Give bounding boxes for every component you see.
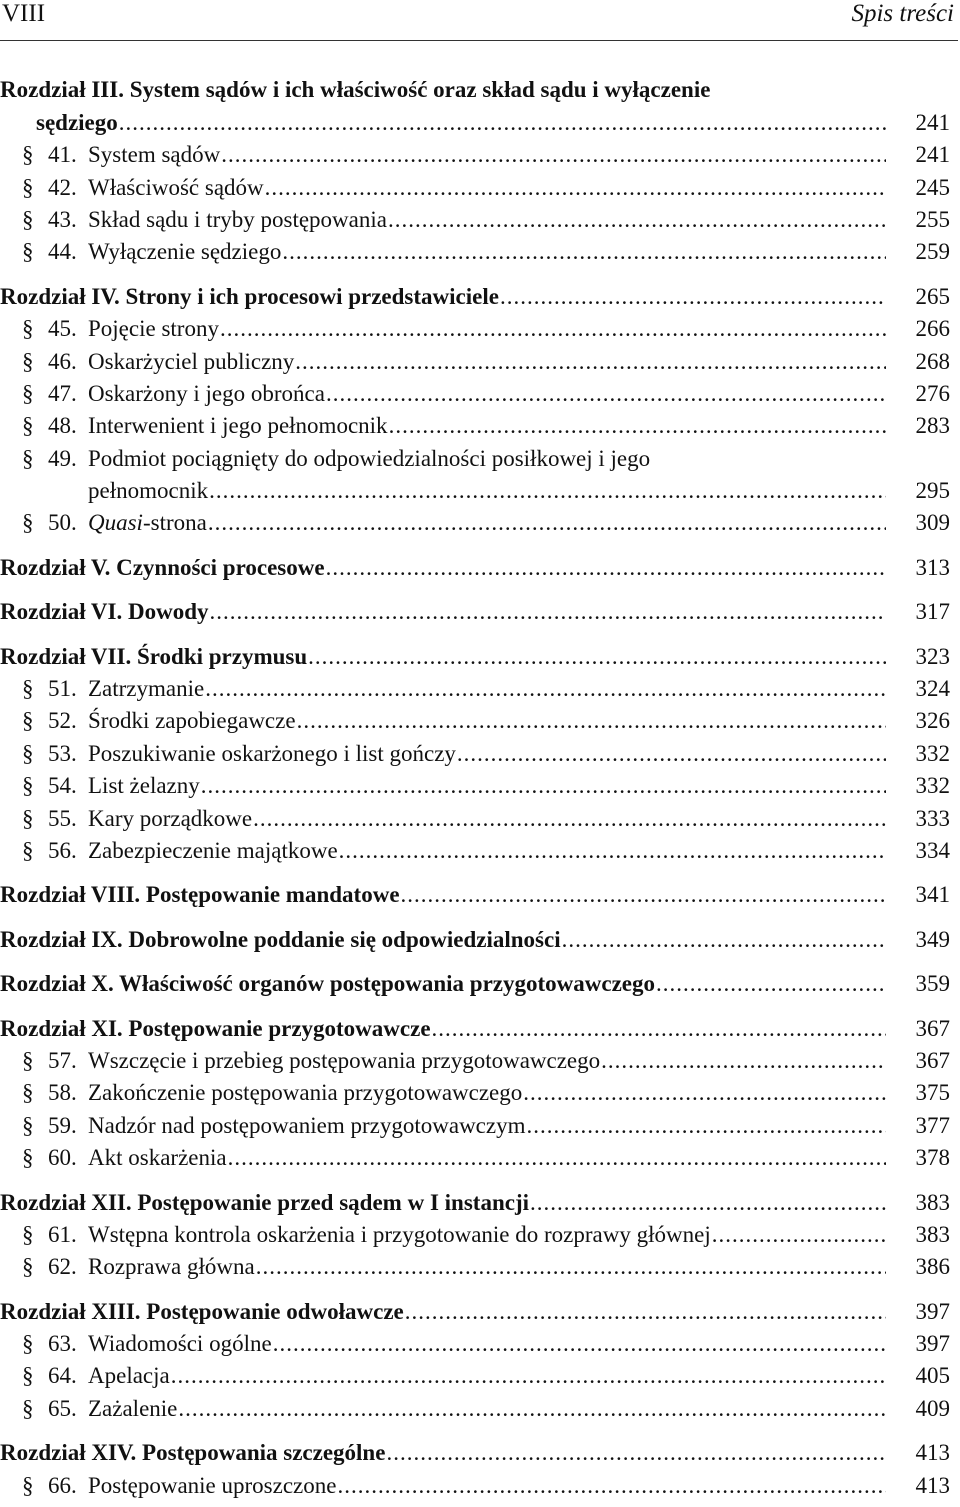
- section-symbol: §: [22, 1395, 34, 1421]
- page-number: 295: [915, 478, 950, 504]
- entry-title: Postępowanie uproszczone: [88, 1472, 337, 1498]
- section-symbol: §: [22, 1331, 34, 1357]
- toc-chapter-entry[interactable]: [0, 106, 950, 138]
- page-number: 241: [915, 109, 950, 135]
- page-number: 334: [915, 837, 950, 863]
- section-number: 47.: [48, 380, 77, 406]
- entry-title: Quasi-strona: [88, 510, 207, 536]
- section-symbol: §: [22, 1221, 34, 1247]
- dot-leader: [228, 1142, 886, 1174]
- entry-title: Rozdział IX. Dobrowolne poddanie się odpowiedzialności: [0, 926, 561, 952]
- toc-section-entry[interactable]: [0, 835, 950, 867]
- dot-leader: [201, 770, 886, 802]
- dot-leader: [208, 507, 886, 539]
- dot-leader: [308, 641, 886, 673]
- page-number: 326: [915, 708, 950, 734]
- entry-title: Zabezpieczenie majątkowe: [88, 837, 338, 863]
- entry-title: Rozdział XI. Postępowanie przygotowawcze: [0, 1015, 431, 1041]
- entry-title: Wszczęcie i przebieg postępowania przygotowawczego: [88, 1047, 601, 1073]
- page-number: 397: [915, 1298, 950, 1324]
- toc-section-entry[interactable]: [0, 1328, 950, 1360]
- section-number: 43.: [48, 206, 77, 232]
- section-number: 62.: [48, 1254, 77, 1280]
- dot-leader: [178, 1393, 886, 1425]
- section-symbol: §: [22, 348, 34, 374]
- page-header: [0, 0, 958, 41]
- section-number: 66.: [48, 1472, 77, 1498]
- toc-section-entry[interactable]: [0, 236, 950, 268]
- dot-leader: [220, 313, 886, 345]
- section-symbol: §: [22, 510, 34, 536]
- toc-chapter-entry[interactable]: [0, 1295, 950, 1327]
- section-number: 45.: [48, 316, 77, 342]
- section-number: 58.: [48, 1080, 77, 1106]
- entry-title: List żelazny: [88, 773, 200, 799]
- section-symbol: §: [22, 676, 34, 702]
- page-number: 245: [915, 174, 950, 200]
- section-symbol: §: [22, 1145, 34, 1171]
- page-number: 283: [915, 413, 950, 439]
- page-number: 333: [915, 805, 950, 831]
- dot-leader: [457, 738, 886, 770]
- toc-section-entry[interactable]: [0, 705, 950, 737]
- dot-leader: [221, 139, 886, 171]
- toc-section-entry[interactable]: [0, 1392, 950, 1424]
- toc-chapter-entry[interactable]: [0, 1012, 950, 1044]
- section-number: 59.: [48, 1112, 77, 1138]
- page-number: 397: [915, 1331, 950, 1357]
- entry-title: Wyłączenie sędziego: [88, 239, 282, 265]
- toc-chapter-entry[interactable]: [0, 640, 950, 672]
- section-symbol: §: [22, 445, 34, 471]
- toc-section-entry[interactable]: [0, 345, 950, 377]
- page-number-roman: VIII: [2, 0, 46, 27]
- section-symbol: §: [22, 316, 34, 342]
- section-number: 64.: [48, 1363, 77, 1389]
- entry-title: pełnomocnik: [88, 478, 209, 504]
- toc-section-entry[interactable]: [0, 378, 950, 410]
- dot-leader: [326, 552, 886, 584]
- entry-title: Zażalenie: [88, 1395, 178, 1421]
- section-symbol: §: [22, 1472, 34, 1498]
- page-number: 367: [915, 1047, 950, 1073]
- dot-leader: [500, 281, 886, 313]
- entry-title: Rozdział X. Właściwość organów postępowania przygotowawczego: [0, 971, 656, 997]
- dot-leader: [386, 1437, 886, 1469]
- page-number: 341: [915, 882, 950, 908]
- dot-leader: [265, 172, 886, 204]
- page-number: 367: [915, 1015, 950, 1041]
- entry-title: Rozdział VIII. Postępowanie mandatowe: [0, 882, 400, 908]
- entry-title: Rozdział VII. Środki przymusu: [0, 643, 308, 669]
- section-number: 56.: [48, 837, 77, 863]
- toc-section-entry[interactable]: [0, 1109, 950, 1141]
- entry-title: Rozdział XII. Postępowanie przed sądem w I instancji: [0, 1189, 529, 1215]
- dot-leader: [297, 705, 886, 737]
- page-number: 255: [915, 206, 950, 232]
- entry-title: Skład sądu i tryby postępowania: [88, 206, 387, 232]
- section-symbol: §: [22, 708, 34, 734]
- section-number: 51.: [48, 676, 77, 702]
- section-symbol: §: [22, 1112, 34, 1138]
- section-number: 63.: [48, 1331, 77, 1357]
- entry-title: Pojęcie strony: [88, 316, 219, 342]
- dot-leader: [337, 1470, 886, 1502]
- section-number: 55.: [48, 805, 77, 831]
- section-symbol: §: [22, 380, 34, 406]
- section-number: 61.: [48, 1221, 77, 1247]
- section-number: 60.: [48, 1145, 77, 1171]
- toc-chapter-entry[interactable]: [0, 74, 950, 106]
- page-number: 241: [915, 142, 950, 168]
- page-number: 413: [915, 1472, 950, 1498]
- toc-section-entry[interactable]: [0, 139, 950, 171]
- page-number: 405: [915, 1363, 950, 1389]
- dot-leader: [295, 346, 886, 378]
- toc-chapter-entry[interactable]: [0, 923, 950, 955]
- dot-leader: [256, 1251, 886, 1283]
- section-number: 54.: [48, 773, 77, 799]
- dot-leader: [432, 1013, 886, 1045]
- toc-section-entry[interactable]: [0, 313, 950, 345]
- page-number: 266: [915, 316, 950, 342]
- entry-title: Poszukiwanie oskarżonego i list gończy: [88, 740, 456, 766]
- page-number: 375: [915, 1080, 950, 1106]
- entry-title: Oskarżyciel publiczny: [88, 348, 295, 374]
- dot-leader: [205, 673, 886, 705]
- toc-section-entry[interactable]: [0, 802, 950, 834]
- page-number: 378: [915, 1145, 950, 1171]
- page-number: 309: [915, 510, 950, 536]
- entry-title: Rozdział XIII. Postępowanie odwoławcze: [0, 1298, 404, 1324]
- entry-title: Podmiot pociągnięty do odpowiedzialności posiłkowej i jego: [88, 445, 651, 471]
- dot-leader: [253, 803, 886, 835]
- entry-title: Środki zapobiegawcze: [88, 708, 296, 734]
- section-symbol: §: [22, 1080, 34, 1106]
- toc-chapter-entry[interactable]: [0, 968, 950, 1000]
- toc-chapter-entry[interactable]: [0, 1186, 950, 1218]
- entry-title: Wstępna kontrola oskarżenia i przygotowanie do rozprawy głównej: [88, 1221, 711, 1247]
- page-number: 332: [915, 773, 950, 799]
- toc-section-entry[interactable]: [0, 1360, 950, 1392]
- toc-section-entry[interactable]: [0, 673, 950, 705]
- dot-leader: [523, 1077, 886, 1109]
- entry-title: Rozdział VI. Dowody: [0, 599, 209, 625]
- section-number: 48.: [48, 413, 77, 439]
- section-number: 42.: [48, 174, 77, 200]
- section-symbol: §: [22, 239, 34, 265]
- section-number: 57.: [48, 1047, 77, 1073]
- toc-chapter-entry[interactable]: [0, 551, 950, 583]
- entry-title: Rozdział XIV. Postępowania szczególne: [0, 1440, 386, 1466]
- entry-title: Właściwość sądów: [88, 174, 264, 200]
- page-number: 265: [915, 283, 950, 309]
- entry-title: Rozdział III. System sądów i ich właściwość oraz skład sądu i wyłączenie: [0, 77, 711, 103]
- dot-leader: [273, 1328, 886, 1360]
- page-number: 383: [915, 1189, 950, 1215]
- entry-title: Rozdział V. Czynności procesowe: [0, 554, 325, 580]
- page-number: 259: [915, 239, 950, 265]
- page-number: 313: [915, 554, 950, 580]
- toc-chapter-entry[interactable]: [0, 280, 950, 312]
- toc-chapter-entry[interactable]: [0, 1437, 950, 1469]
- page-number: 349: [915, 926, 950, 952]
- dot-leader: [530, 1187, 886, 1219]
- section-number: 50.: [48, 510, 77, 536]
- dot-leader: [712, 1219, 886, 1251]
- section-symbol: §: [22, 805, 34, 831]
- running-title: Spis treści: [851, 0, 954, 27]
- dot-leader: [405, 1296, 886, 1328]
- page-number: 359: [915, 971, 950, 997]
- dot-leader: [209, 475, 886, 507]
- dot-leader: [326, 378, 886, 410]
- toc-section-entry[interactable]: [0, 410, 950, 442]
- entry-title: Rozprawa główna: [88, 1254, 255, 1280]
- dot-leader: [401, 879, 886, 911]
- dot-leader: [388, 204, 886, 236]
- page-number: 323: [915, 643, 950, 669]
- toc-section-entry[interactable]: [0, 204, 950, 236]
- entry-title: Kary porządkowe: [88, 805, 253, 831]
- toc-section-entry[interactable]: [0, 737, 950, 769]
- dot-leader: [527, 1110, 887, 1142]
- section-symbol: §: [22, 1047, 34, 1073]
- toc-section-entry[interactable]: [0, 1219, 950, 1251]
- toc-section-entry[interactable]: [0, 1469, 950, 1501]
- page-number: 413: [915, 1440, 950, 1466]
- section-symbol: §: [22, 740, 34, 766]
- section-symbol: §: [22, 413, 34, 439]
- section-symbol: §: [22, 837, 34, 863]
- toc-chapter-entry[interactable]: [0, 596, 950, 628]
- dot-leader: [656, 968, 886, 1000]
- dot-leader: [389, 410, 886, 442]
- section-number: 65.: [48, 1395, 77, 1421]
- toc-section-entry[interactable]: [0, 1077, 950, 1109]
- dot-leader: [282, 236, 886, 268]
- section-symbol: §: [22, 1363, 34, 1389]
- entry-title: Nadzór nad postępowaniem przygotowawczym: [88, 1112, 526, 1138]
- section-number: 46.: [48, 348, 77, 374]
- page-number: 317: [915, 599, 950, 625]
- section-number: 41.: [48, 142, 77, 168]
- entry-title: Interwenient i jego pełnomocnik: [88, 413, 388, 439]
- toc-section-entry[interactable]: [0, 1045, 950, 1077]
- toc-chapter-entry[interactable]: [0, 879, 950, 911]
- toc-section-entry[interactable]: [0, 770, 950, 802]
- entry-title: Zatrzymanie: [88, 676, 205, 702]
- entry-title: Wiadomości ogólne: [88, 1331, 272, 1357]
- entry-title: Rozdział IV. Strony i ich procesowi przedstawiciele: [0, 283, 499, 309]
- page-number: 377: [915, 1112, 950, 1138]
- page-number: 268: [915, 348, 950, 374]
- page-number: 276: [915, 380, 950, 406]
- toc-section-entry[interactable]: [0, 507, 950, 539]
- dot-leader: [171, 1360, 886, 1392]
- toc-section-entry[interactable]: [0, 475, 950, 507]
- entry-title: Zakończenie postępowania przygotowawczego: [88, 1080, 523, 1106]
- toc-section-entry[interactable]: [0, 1251, 950, 1283]
- dot-leader: [339, 835, 886, 867]
- section-number: 53.: [48, 740, 77, 766]
- section-symbol: §: [22, 1254, 34, 1280]
- entry-title: Akt oskarżenia: [88, 1145, 227, 1171]
- entry-title: sędziego: [36, 109, 118, 135]
- page-number: 332: [915, 740, 950, 766]
- page-number: 386: [915, 1254, 950, 1280]
- page-number: 383: [915, 1221, 950, 1247]
- section-symbol: §: [22, 206, 34, 232]
- page-number: 324: [915, 676, 950, 702]
- toc-section-entry[interactable]: [0, 171, 950, 203]
- toc-section-entry[interactable]: [0, 442, 950, 474]
- dot-leader: [210, 596, 886, 628]
- section-symbol: §: [22, 142, 34, 168]
- section-symbol: §: [22, 773, 34, 799]
- dot-leader: [119, 107, 886, 139]
- toc-section-entry[interactable]: [0, 1142, 950, 1174]
- entry-title: System sądów: [88, 142, 221, 168]
- entry-title: Oskarżony i jego obrońca: [88, 380, 325, 406]
- table-of-contents: [0, 74, 950, 1502]
- section-number: 52.: [48, 708, 77, 734]
- page-number: 409: [915, 1395, 950, 1421]
- dot-leader: [601, 1045, 886, 1077]
- dot-leader: [562, 924, 886, 956]
- section-number: 44.: [48, 239, 77, 265]
- section-number: 49.: [48, 445, 77, 471]
- entry-title: Apelacja: [88, 1363, 170, 1389]
- section-symbol: §: [22, 174, 34, 200]
